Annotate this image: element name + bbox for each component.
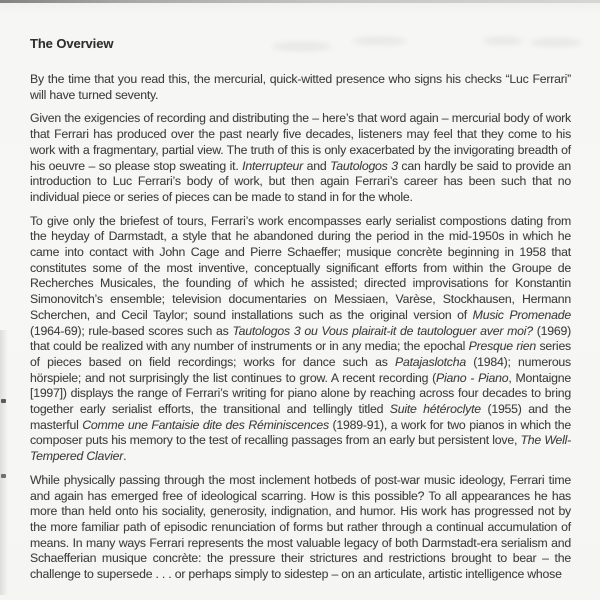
work-title-italic: The Well-Tempered Clavier [30, 433, 571, 464]
essay-body [30, 72, 571, 583]
essay-paragraph: By the time that you read this, the mercurial, quick-witted presence who signs his checks “Luc Ferrari” will have turned seventy. [30, 72, 571, 102]
essay-paragraph: Given the exigencies of recording and distributing the – here’s that word again – mercurial body of work that Ferrari has produced over the past nearly five decades, listeners may feel that they come to his work with a fragmentary, partial view. The truth of this is only exacerbated by the invigorating breadth of his oeuvre – so please stop sweating it. Interrupteur and Tautologos 3 can hardly be said to provide an introduction to Luc Ferrari’s body of work, but then again Ferrari’s career has been such that no individual piece or series of pieces can be made to stand in for the whole. [30, 111, 571, 204]
scan-left-edge-mark [1, 399, 6, 403]
essay-paragraph: To give only the briefest of tours, Ferrari’s work encompasses early serialist compostions dating from the heyday of Darmstadt, a style that he abandoned during the period in the mid-1950s in which he came into contact with John Cage and Pierre Schaeffer; musique concrète beginning in 1958 that constitutes some of the most inventive, conceptually significant efforts from within the Groupe de Recherches Musicales, the founding of which he assisted; directed improvisations for Konstantin Simonovitch’s ensemble; television documentaries on Messiaen, Varèse, Stockhausen, Hermann Scherchen, and Cecil Taylor; sound installations such as the original version of Music Promenade (1964-69); rule-based scores such as Tautologos 3 ou Vous plairait-it de tautologuer aver moi? (1969) that could be realized with any number of instruments or in any media; the epochal Presque rien series of pieces based on field recordings; works for dance such as Patajaslotcha (1984); numerous hörspiele; and not surprisingly the list continues to grow. A recent recording (Piano - Piano, Montaigne [1997]) displays the range of Ferrari’s writing for piano alone by reaching across four decades to bring together early serialist efforts, the transitional and tellingly titled Suite hétéroclyte (1955) and the masterful Comme une Fantaisie dite des Réminiscences (1989-91), a work for two pianos in which the composer puts his memory to the test of recalling passages from an early but persistent love, The Well-Tempered Clavier. [30, 213, 572, 464]
scan-top-edge-line [0, 0, 600, 3]
scan-left-edge-mark [1, 474, 6, 478]
scan-left-edge-shade [0, 330, 8, 595]
work-title-italic: Presque rien [468, 339, 537, 354]
essay-heading: The Overview [30, 36, 114, 51]
work-title-italic: Patajaslotcha [394, 354, 466, 369]
essay-paragraph: While physically passing through the most inclement hotbeds of post-war music ideology, Ferrari time and again has emerged free of ideological scarring. How is this possible? To all appearances he has more than held onto his sociality, generosity, indignation, and humor. His work has progressed not by the more familiar path of episodic renunciation of forms but rather through a continual accumulation of means. In many ways Ferrari represents the most valuable legacy of both Darmstadt-era serialism and Schaefferian musique concrète: the pressure their strictures and restrictions brought to bear – the challenge to supersede . . . or perhaps simply to sidestep – on an articulate, artistic intelligence whose [30, 472, 571, 582]
essay [30, 36, 571, 583]
work-title-italic: Tautologos 3 [330, 158, 398, 173]
work-title-italic: Suite hétéroclyte [389, 402, 481, 417]
work-title-italic: Tautologos 3 ou Vous plairait-it de tautologuer aver moi? [232, 323, 533, 338]
work-title-italic: Comme une Fantaisie dite des Réminiscences [82, 417, 329, 432]
work-title-italic: Music Promenade [472, 307, 571, 322]
work-title-italic: Interrupteur [242, 158, 304, 173]
work-title-italic: Piano - Piano [436, 370, 509, 385]
